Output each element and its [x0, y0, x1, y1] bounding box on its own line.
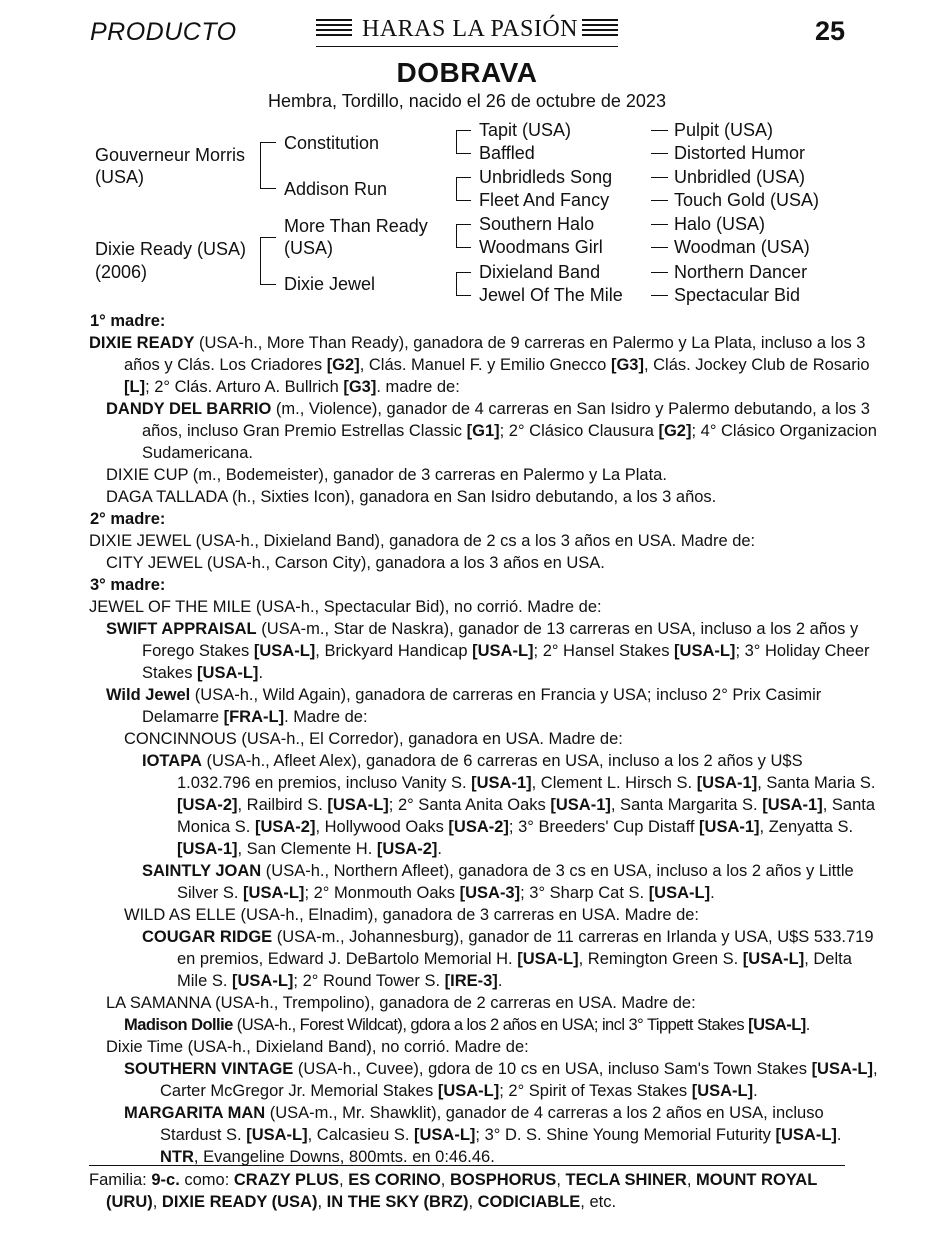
produce-name: IOTAPA	[142, 752, 202, 770]
brand-bars-right	[582, 19, 618, 39]
pedigree-sire: Gouverneur Morris	[95, 145, 246, 165]
pedigree-dam-sire: More Than Ready	[284, 216, 428, 236]
produce-entry: WILD AS ELLE (USA-h., Elnadim), ganadora de 3 carreras en USA. Madre de:	[124, 906, 700, 924]
produce-name: COUGAR RIDGE	[142, 928, 273, 946]
pedigree-gen4-2: Distorted Humor	[674, 143, 806, 163]
produce-name: SOUTHERN VINTAGE	[124, 1060, 294, 1078]
produce-entry: CONCINNOUS (USA-h., El Corredor), ganadora en USA. Madre de:	[124, 730, 623, 748]
page-header	[0, 0, 875, 60]
pedigree-gen3-8: Jewel Of The Mile	[479, 285, 623, 305]
second-dam-heading: 2° madre:	[90, 510, 166, 528]
produce-entry: LA SAMANNA (USA-h., Trempolino), ganadora de 2 carreras en USA. Madre de:	[106, 994, 696, 1012]
horse-name: DOBRAVA	[396, 57, 538, 88]
family-code: 9-c.	[151, 1171, 180, 1189]
produce-entry: COUGAR RIDGE (USA-m., Johannesburg), ganador de 11 carreras en Irlanda y USA, U$S 533.719 en premios, Edward J. DeBartolo Memorial H. [USA-L], Remington Green S. [USA-L], Delta Mile S. [USA-L]; 2° Round Tower S. [IRE-3].	[142, 928, 874, 990]
pedigree-gen3-7: Dixieland Band	[479, 262, 601, 282]
brand-logo	[316, 16, 618, 50]
third-dam-entry: JEWEL OF THE MILE (USA-h., Spectacular Bid), no corrió. Madre de:	[89, 598, 602, 616]
pedigree-gen3-2: Baffled	[479, 143, 535, 163]
pedigree-gen3-1: Tapit (USA)	[479, 120, 572, 140]
first-dam-heading: 1° madre:	[90, 312, 166, 330]
pedigree-gen4-1: Pulpit (USA)	[674, 120, 774, 140]
produce-entry: DIXIE CUP (m., Bodemeister), ganador de 3 carreras en Palermo y La Plata.	[106, 466, 667, 484]
pedigree-gen4-7: Northern Dancer	[674, 262, 808, 282]
pedigree-sire-country: (USA)	[95, 167, 144, 187]
pedigree-gen4-5: Halo (USA)	[674, 214, 766, 234]
pedigree-gen4-4: Touch Gold (USA)	[674, 190, 820, 210]
produce-entry: IOTAPA (USA-h., Afleet Alex), ganadora de 6 carreras en USA, incluso a los 2 años y U$S 1.032.796 en premios, incluso Vanity S. [USA-1], Clement L. Hirsch S. [USA-1], Santa Maria S. [USA-2], Railbird S. [USA-L]; 2° Santa Anita Oaks [USA-1], Santa Margarita S. [USA-1], Santa Monica S. [USA-2], Hollywood Oaks [USA-2]; 3° Breeders' Cup Distaff [USA-1], Zenyatta S. [USA-1], San Clemente H. [USA-2].	[142, 752, 876, 858]
produce-record	[0, 310, 878, 1168]
pedigree-gen3-4: Fleet And Fancy	[479, 190, 610, 210]
lot-number: 25	[814, 16, 845, 46]
second-dam-entry: DIXIE JEWEL (USA-h., Dixieland Band), ganadora de 2 cs a los 3 años en USA. Madre de:	[89, 532, 756, 550]
pedigree-gen3-3: Unbridleds Song	[479, 167, 613, 187]
pedigree-gen4-6: Woodman (USA)	[674, 237, 810, 257]
pedigree-gen4-3: Unbridled (USA)	[674, 167, 806, 187]
produce-name: SWIFT APPRAISAL	[106, 620, 257, 638]
third-dam-heading: 3° madre:	[90, 576, 166, 594]
pedigree-gen3-6: Woodmans Girl	[479, 237, 603, 257]
produce-name: SAINTLY JOAN	[142, 862, 262, 880]
produce-entry: CITY JEWEL (USA-h., Carson City), ganadora a los 3 años en USA.	[106, 554, 605, 572]
brand-bars-left	[316, 19, 352, 39]
horse-description: Hembra, Tordillo, nacido el 26 de octubre de 2023	[268, 91, 666, 111]
pedigree-dam: Dixie Ready (USA)	[95, 239, 247, 259]
produce-entry: MARGARITA MAN (USA-m., Mr. Shawklit), ganador de 4 carreras a los 2 años en USA, incluso Stardust S. [USA-L], Calcasieu S. [USA-L]; 3° D. S. Shine Young Memorial Futurity [USA-L]. NTR, Evangeline Downs, 800mts. en 0:46.46.	[124, 1104, 842, 1166]
produce-entry: DANDY DEL BARRIO (m., Violence), ganador de 4 carreras en San Isidro y Palermo debutando, a los 3 años, incluso Gran Premio Estrellas Classic [G1]; 2° Clásico Clausura [G2]; 4° Clásico Organizacion Sudamericana.	[106, 400, 877, 462]
family-line: Familia: 9-c. como: CRAZY PLUS, ES CORINO, BOSPHORUS, TECLA SHINER, MOUNT ROYAL (URU), DIXIE READY (USA), IN THE SKY (BRZ), CODICIABLE, etc.	[89, 1165, 845, 1213]
brand-name: HARAS LA PASIÓN	[362, 16, 578, 42]
pedigree-dam-dam: Dixie Jewel	[284, 274, 376, 294]
produce-entry: Madison Dollie (USA-h., Forest Wildcat), gdora a los 2 años en USA; incl 3° Tippett Stakes [USA-L].	[124, 1016, 810, 1034]
produce-name: Wild Jewel	[106, 686, 191, 704]
pedigree-chart	[0, 116, 875, 312]
produce-entry: DAGA TALLADA (h., Sixties Icon), ganadora en San Isidro debutando, a los 3 años.	[106, 488, 717, 506]
produce-entry: SOUTHERN VINTAGE (USA-h., Cuvee), gdora de 10 cs en USA, incluso Sam's Town Stakes [USA-L], Carter McGregor Jr. Memorial Stakes [USA-L]; 2° Spirit of Texas Stakes [USA-L].	[124, 1060, 878, 1100]
produce-entry: Wild Jewel (USA-h., Wild Again), ganadora de carreras en Francia y USA; incluso 2° Prix Casimir Delamarre [FRA-L]. Madre de:	[106, 686, 822, 726]
section-label: PRODUCTO	[90, 18, 237, 46]
produce-entry: Dixie Time (USA-h., Dixieland Band), no corrió. Madre de:	[106, 1038, 529, 1056]
produce-entry: SWIFT APPRAISAL (USA-m., Star de Naskra), ganador de 13 carreras en USA, incluso a los 2 años y Forego Stakes [USA-L], Brickyard Handicap [USA-L]; 2° Hansel Stakes [USA-L]; 3° Holiday Cheer Stakes [USA-L].	[106, 620, 870, 682]
pedigree-sire-sire: Constitution	[284, 133, 380, 153]
first-dam-entry: DIXIE READY (USA-h., More Than Ready), ganadora de 9 carreras en Palermo y La Plata, incluso a los 3 años y Clás. Los Criadores [G2], Clás. Manuel F. y Emilio Gnecco [G3], Clás. Jockey Club de Rosario [L]; 2° Clás. Arturo A. Bullrich [G3]. madre de:	[89, 334, 870, 396]
pedigree-dam-year: (2006)	[95, 262, 148, 282]
pedigree-dam-sire-country: (USA)	[284, 238, 333, 258]
pedigree-gen3-5: Southern Halo	[479, 214, 595, 234]
produce-name: Madison Dollie	[124, 1016, 233, 1034]
produce-name: DANDY DEL BARRIO	[106, 400, 272, 418]
produce-entry: SAINTLY JOAN (USA-h., Northern Afleet), ganadora de 3 cs en USA, incluso a los 2 años y Little Silver S. [USA-L]; 2° Monmouth Oaks [USA-3]; 3° Sharp Cat S. [USA-L].	[142, 862, 854, 902]
produce-name: MARGARITA MAN	[124, 1104, 266, 1122]
pedigree-sire-dam: Addison Run	[284, 179, 388, 199]
first-dam-name: DIXIE READY	[89, 334, 195, 352]
pedigree-gen4-8: Spectacular Bid	[674, 285, 801, 305]
